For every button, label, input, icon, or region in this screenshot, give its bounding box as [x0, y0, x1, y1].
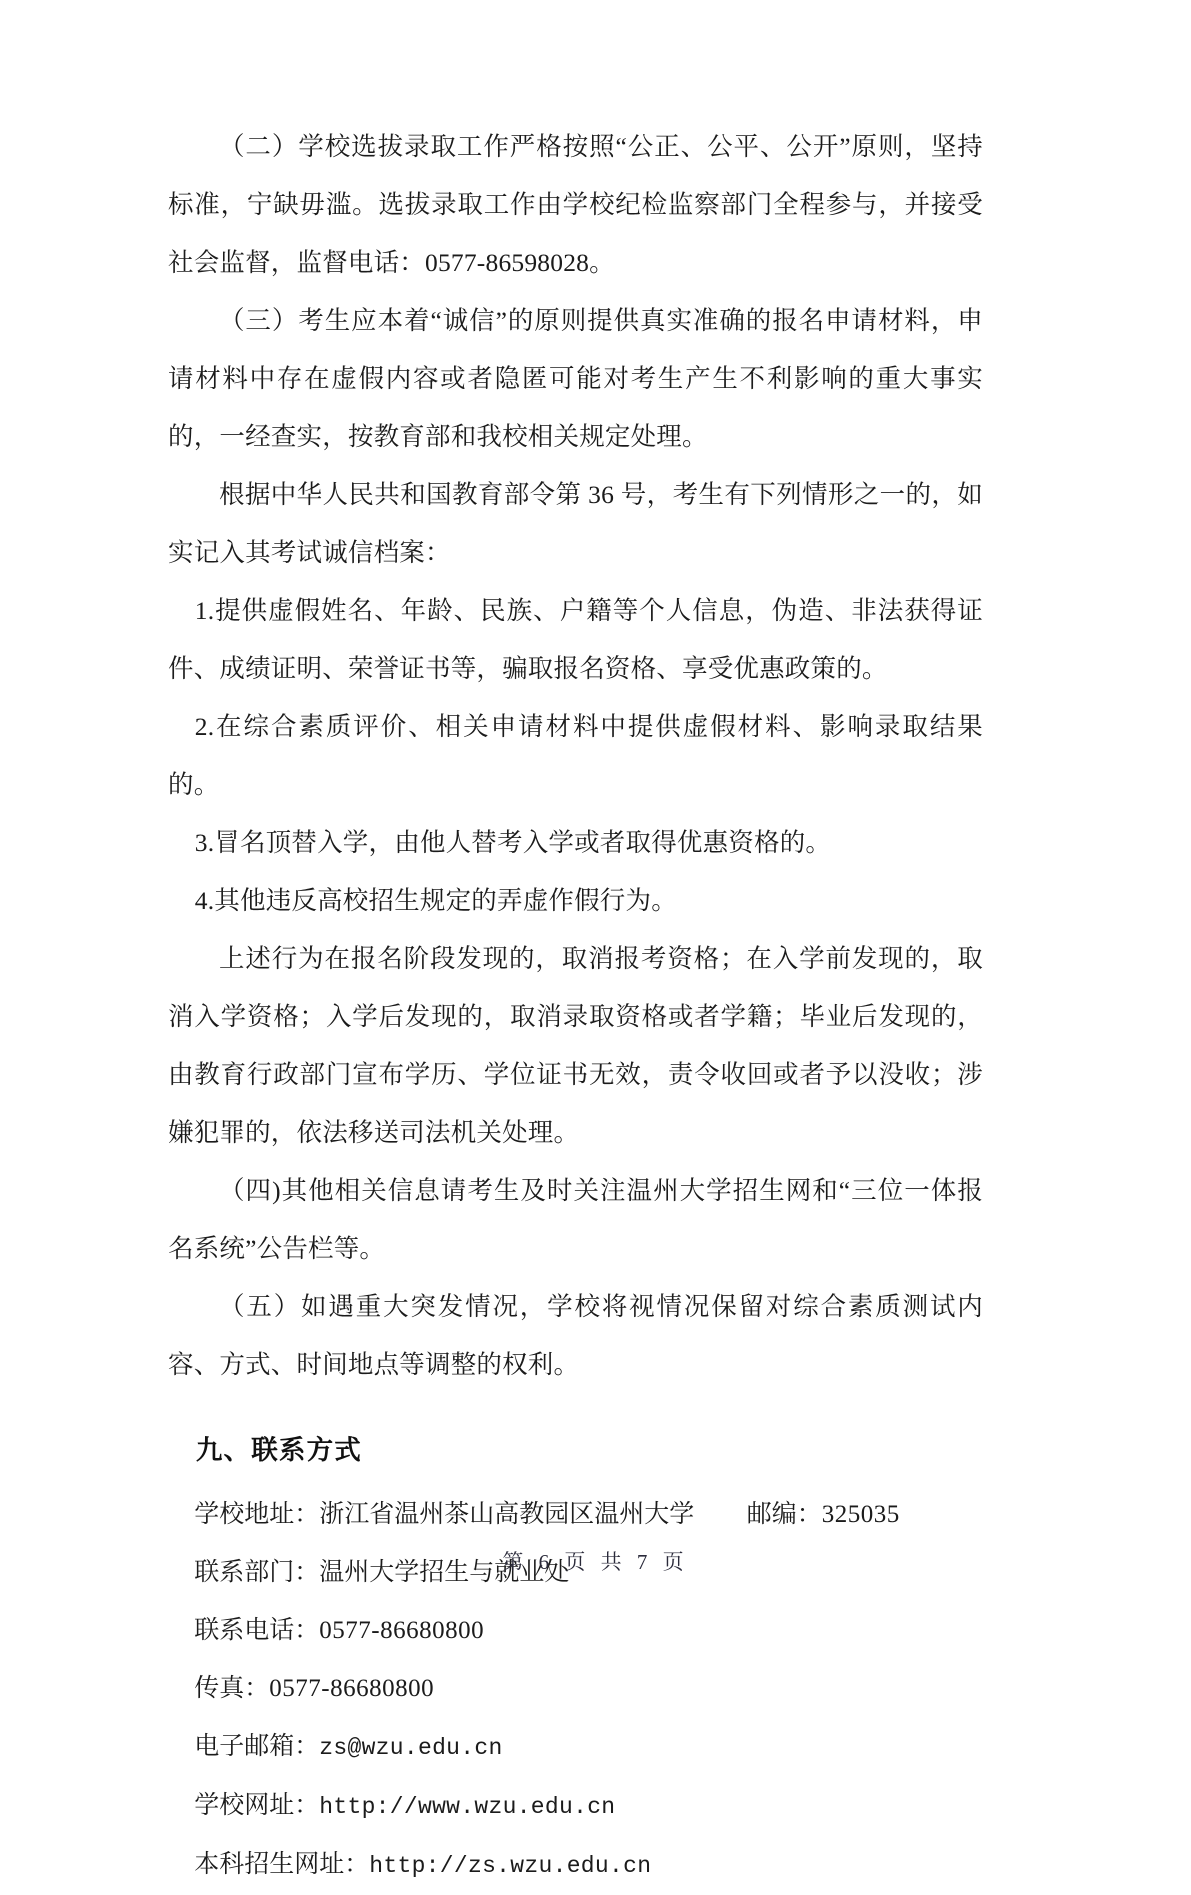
contact-label-email: 电子邮箱：	[194, 1733, 320, 1760]
paragraph-clause-2: （二）学校选拔录取工作严格按照“公正、公平、公开”原则，坚持标准，宁缺毋滥。选拔录取工作由学校纪检监察部门全程参与，并接受社会监督，监督电话：0577-86598028。	[168, 132, 983, 277]
paragraph-clause-3: （三）考生应本着“诚信”的原则提供真实准确的报名申请材料，申请材料中存在虚假内容或者隐匿可能对考生产生不利影响的重大事实的，一经查实，按教育部和我校相关规定处理。	[168, 306, 983, 451]
contact-value-website: http://www.wzu.edu.cn	[319, 1794, 616, 1820]
paragraph-penalties: 上述行为在报名阶段发现的，取消报考资格；在入学前发现的，取消入学资格；入学后发现的，取消录取资格或者学籍；毕业后发现的，由教育行政部门宣布学历、学位证书无效，责令收回或者予以没收；涉嫌犯罪的，依法移送司法机关处理。	[168, 944, 983, 1147]
contact-label-website: 学校网址：	[194, 1792, 320, 1819]
paragraph-regulation-intro: 根据中华人民共和国教育部令第 36 号，考生有下列情形之一的，如实记入其考试诚信档案：	[168, 480, 983, 567]
contact-value-postcode: 325035	[821, 1501, 900, 1528]
contact-value-fax: 0577-86680800	[269, 1675, 435, 1702]
contact-label-fax: 传真：	[194, 1675, 270, 1702]
paragraph-clause-4: （四)其他相关信息请考生及时关注温州大学招生网和“三位一体报名系统”公告栏等。	[168, 1176, 983, 1263]
contact-row-admissions-website	[168, 1836, 983, 1895]
paragraph-clause-5: （五）如遇重大突发情况，学校将视情况保留对综合素质测试内容、方式、时间地点等调整的权利。	[168, 1292, 983, 1379]
section-heading-contact: 九、联系方式	[195, 1435, 363, 1466]
list-item-violation-3: 3.冒名顶替入学，由他人替考入学或者取得优惠资格的。	[194, 828, 832, 857]
contact-value-admissions-website: http://zs.wzu.edu.cn	[369, 1853, 652, 1879]
contact-value-phone: 0577-86680800	[319, 1617, 485, 1644]
contact-row-address	[168, 1486, 983, 1544]
document-body	[168, 118, 983, 1895]
contact-label-department: 联系部门：	[194, 1559, 320, 1586]
contact-value-address: 浙江省温州茶山高教园区温州大学	[319, 1501, 695, 1528]
list-item-violation-1: 1.提供虚假姓名、年龄、民族、户籍等个人信息，伪造、非法获得证件、成绩证明、荣誉证书等，骗取报名资格、享受优惠政策的。	[168, 596, 983, 683]
list-item-violation-2: 2.在综合素质评价、相关申请材料中提供虚假材料、影响录取结果的。	[168, 712, 983, 799]
contact-row-website	[168, 1777, 983, 1836]
contact-label-admissions-website: 本科招生网址：	[194, 1851, 370, 1878]
contact-label-phone: 联系电话：	[194, 1617, 320, 1644]
contact-value-email: zs@wzu.edu.cn	[319, 1735, 503, 1761]
contact-row-phone	[168, 1602, 983, 1660]
contact-row-fax	[168, 1660, 983, 1718]
contact-value-department: 温州大学招生与就业处	[319, 1559, 570, 1586]
contact-label-postcode: 邮编：	[746, 1501, 822, 1528]
contact-label-address: 学校地址：	[194, 1501, 320, 1528]
contact-row-email	[168, 1718, 983, 1777]
list-item-violation-4: 4.其他违反高校招生规定的弄虚作假行为。	[194, 886, 677, 915]
page-footer: 第 6 页 共 7 页	[502, 1550, 689, 1574]
